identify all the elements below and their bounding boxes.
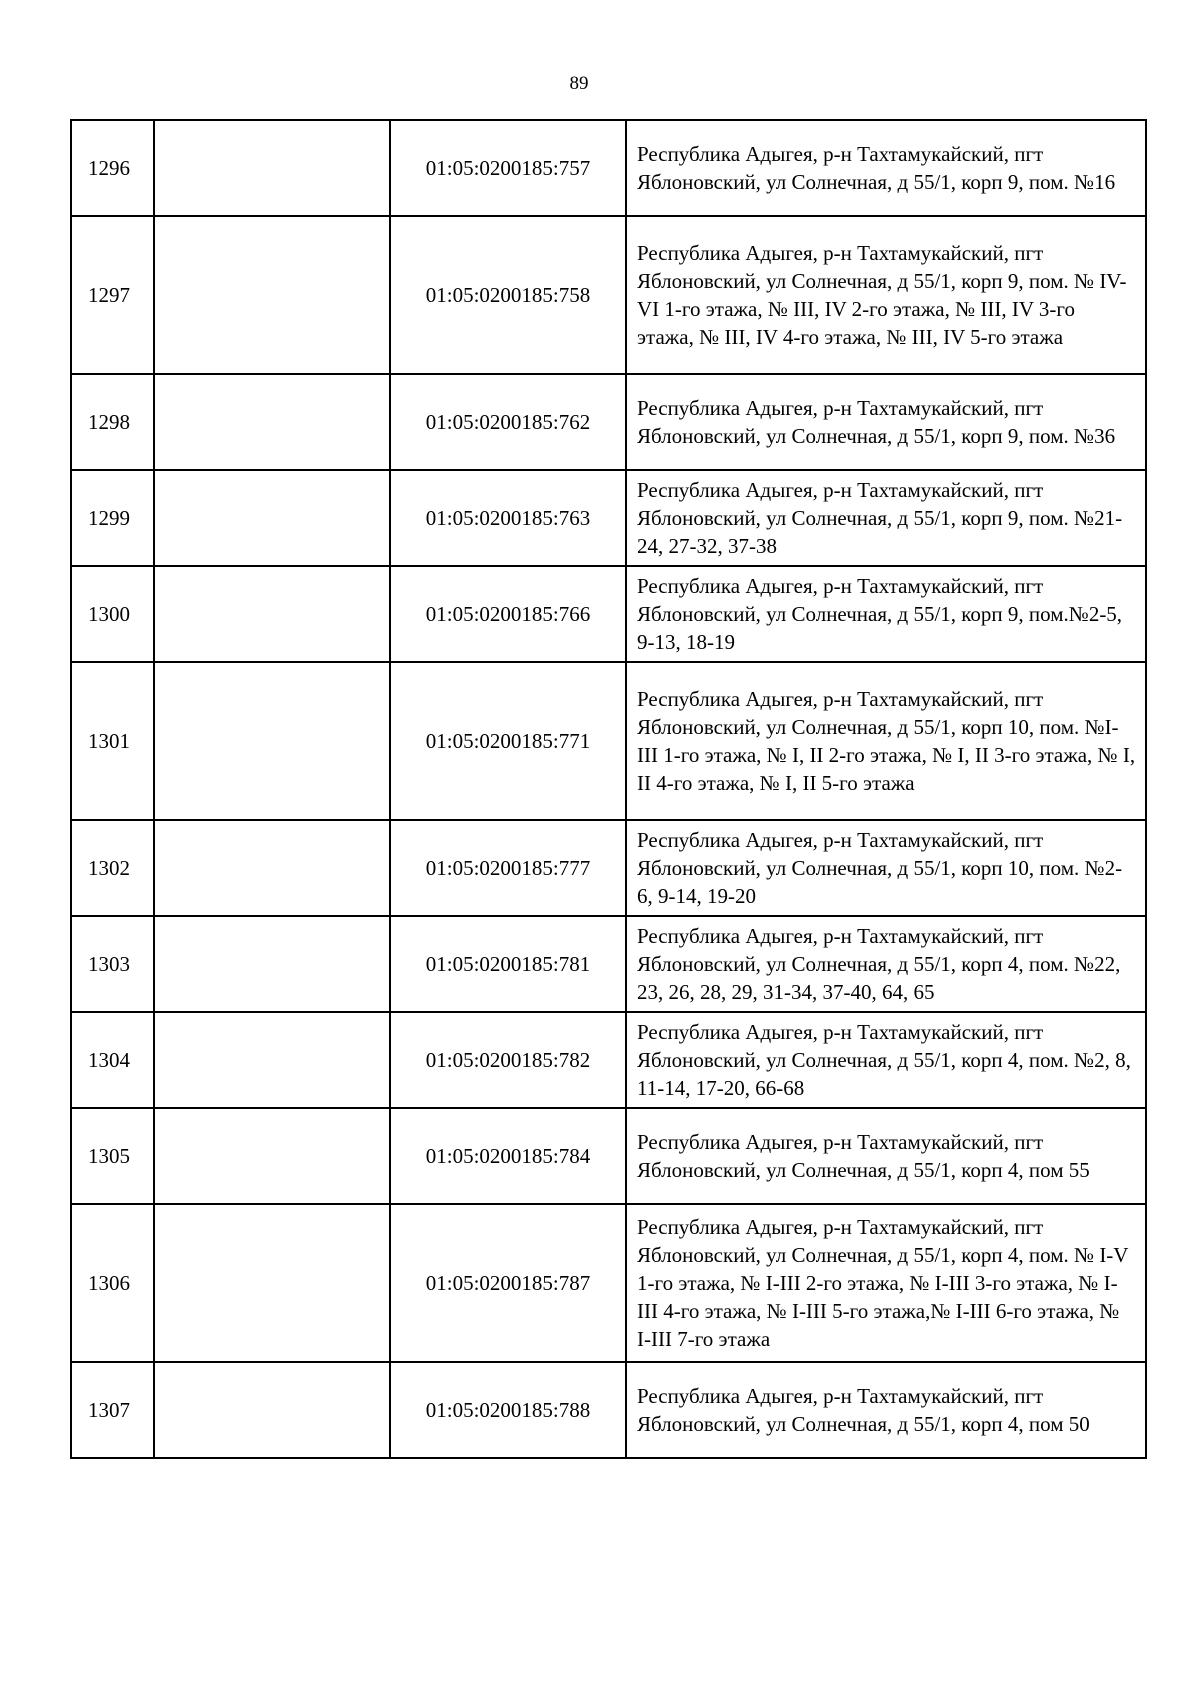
table-row: [71, 1362, 1146, 1458]
empty-cell: [154, 916, 390, 1012]
table-row: [71, 216, 1146, 374]
empty-cell: [154, 820, 390, 916]
address: Республика Адыгея, р-н Тахтамукайский, пгт Яблоновский, ул Солнечная, д 55/1, корп 4, пом 55: [626, 1108, 1146, 1204]
cadastral-number: 01:05:0200185:787: [390, 1204, 626, 1362]
empty-cell: [154, 470, 390, 566]
empty-cell: [154, 120, 390, 216]
table-row: [71, 662, 1146, 820]
row-number: 1304: [71, 1012, 154, 1108]
address: Республика Адыгея, р-н Тахтамукайский, пгт Яблоновский, ул Солнечная, д 55/1, корп 10, пом. №2-6, 9-14, 19-20: [626, 820, 1146, 916]
address: Республика Адыгея, р-н Тахтамукайский, пгт Яблоновский, ул Солнечная, д 55/1, корп 4, пом 50: [626, 1362, 1146, 1458]
cadastral-number: 01:05:0200185:784: [390, 1108, 626, 1204]
cadastral-number: 01:05:0200185:762: [390, 374, 626, 470]
row-number: 1300: [71, 566, 154, 662]
table-row: [71, 1108, 1146, 1204]
table-row: [71, 1012, 1146, 1108]
row-number: 1306: [71, 1204, 154, 1362]
row-number: 1301: [71, 662, 154, 820]
address: Республика Адыгея, р-н Тахтамукайский, пгт Яблоновский, ул Солнечная, д 55/1, корп 9, пом. №21-24, 27-32, 37-38: [626, 470, 1146, 566]
table-row: [71, 566, 1146, 662]
address: Республика Адыгея, р-н Тахтамукайский, пгт Яблоновский, ул Солнечная, д 55/1, корп 4, пом. №2, 8, 11-14, 17-20, 66-68: [626, 1012, 1146, 1108]
address: Республика Адыгея, р-н Тахтамукайский, пгт Яблоновский, ул Солнечная, д 55/1, корп 9, пом. №36: [626, 374, 1146, 470]
address: Республика Адыгея, р-н Тахтамукайский, пгт Яблоновский, ул Солнечная, д 55/1, корп 9, пом. № IV-VI 1-го этажа, № III, IV 2-го этажа, № III, IV 3-го этажа, № III, IV 4-го этажа, № III, IV 5-го этажа: [626, 216, 1146, 374]
cadastral-number: 01:05:0200185:758: [390, 216, 626, 374]
cadastral-number: 01:05:0200185:771: [390, 662, 626, 820]
table-row: [71, 470, 1146, 566]
cadastral-number: 01:05:0200185:763: [390, 470, 626, 566]
row-number: 1299: [71, 470, 154, 566]
empty-cell: [154, 1362, 390, 1458]
cadastral-number: 01:05:0200185:777: [390, 820, 626, 916]
empty-cell: [154, 566, 390, 662]
table-row: [71, 374, 1146, 470]
row-number: 1303: [71, 916, 154, 1012]
address: Республика Адыгея, р-н Тахтамукайский, пгт Яблоновский, ул Солнечная, д 55/1, корп 4, пом. № I-V 1-го этажа, № I-III 2-го этажа, № I-III 3-го этажа, № I-III 4-го этажа, № I-III 5-го этажа,№ I-III 6-го этажа, № I-III 7-го этажа: [626, 1204, 1146, 1362]
row-number: 1296: [71, 120, 154, 216]
empty-cell: [154, 1108, 390, 1204]
address: Республика Адыгея, р-н Тахтамукайский, пгт Яблоновский, ул Солнечная, д 55/1, корп 9, пом. №16: [626, 120, 1146, 216]
row-number: 1305: [71, 1108, 154, 1204]
address: Республика Адыгея, р-н Тахтамукайский, пгт Яблоновский, ул Солнечная, д 55/1, корп 10, пом. №I-III 1-го этажа, № I, II 2-го этажа, № I, II 3-го этажа, № I, II 4-го этажа, № I, II 5-го этажа: [626, 662, 1146, 820]
address: Республика Адыгея, р-н Тахтамукайский, пгт Яблоновский, ул Солнечная, д 55/1, корп 4, пом. №22, 23, 26, 28, 29, 31-34, 37-40, 64, 65: [626, 916, 1146, 1012]
cadastral-number: 01:05:0200185:781: [390, 916, 626, 1012]
table-row: [71, 916, 1146, 1012]
table-row: [71, 120, 1146, 216]
row-number: 1297: [71, 216, 154, 374]
cadastral-number: 01:05:0200185:757: [390, 120, 626, 216]
row-number: 1307: [71, 1362, 154, 1458]
empty-cell: [154, 1204, 390, 1362]
empty-cell: [154, 216, 390, 374]
address: Республика Адыгея, р-н Тахтамукайский, пгт Яблоновский, ул Солнечная, д 55/1, корп 9, пом.№2-5, 9-13, 18-19: [626, 566, 1146, 662]
empty-cell: [154, 1012, 390, 1108]
row-number: 1302: [71, 820, 154, 916]
page-number: 89: [569, 73, 589, 94]
table-row: [71, 820, 1146, 916]
registry-table: [70, 119, 1147, 1459]
cadastral-number: 01:05:0200185:788: [390, 1362, 626, 1458]
empty-cell: [154, 374, 390, 470]
row-number: 1298: [71, 374, 154, 470]
cadastral-number: 01:05:0200185:782: [390, 1012, 626, 1108]
empty-cell: [154, 662, 390, 820]
cadastral-number: 01:05:0200185:766: [390, 566, 626, 662]
table-row: [71, 1204, 1146, 1362]
